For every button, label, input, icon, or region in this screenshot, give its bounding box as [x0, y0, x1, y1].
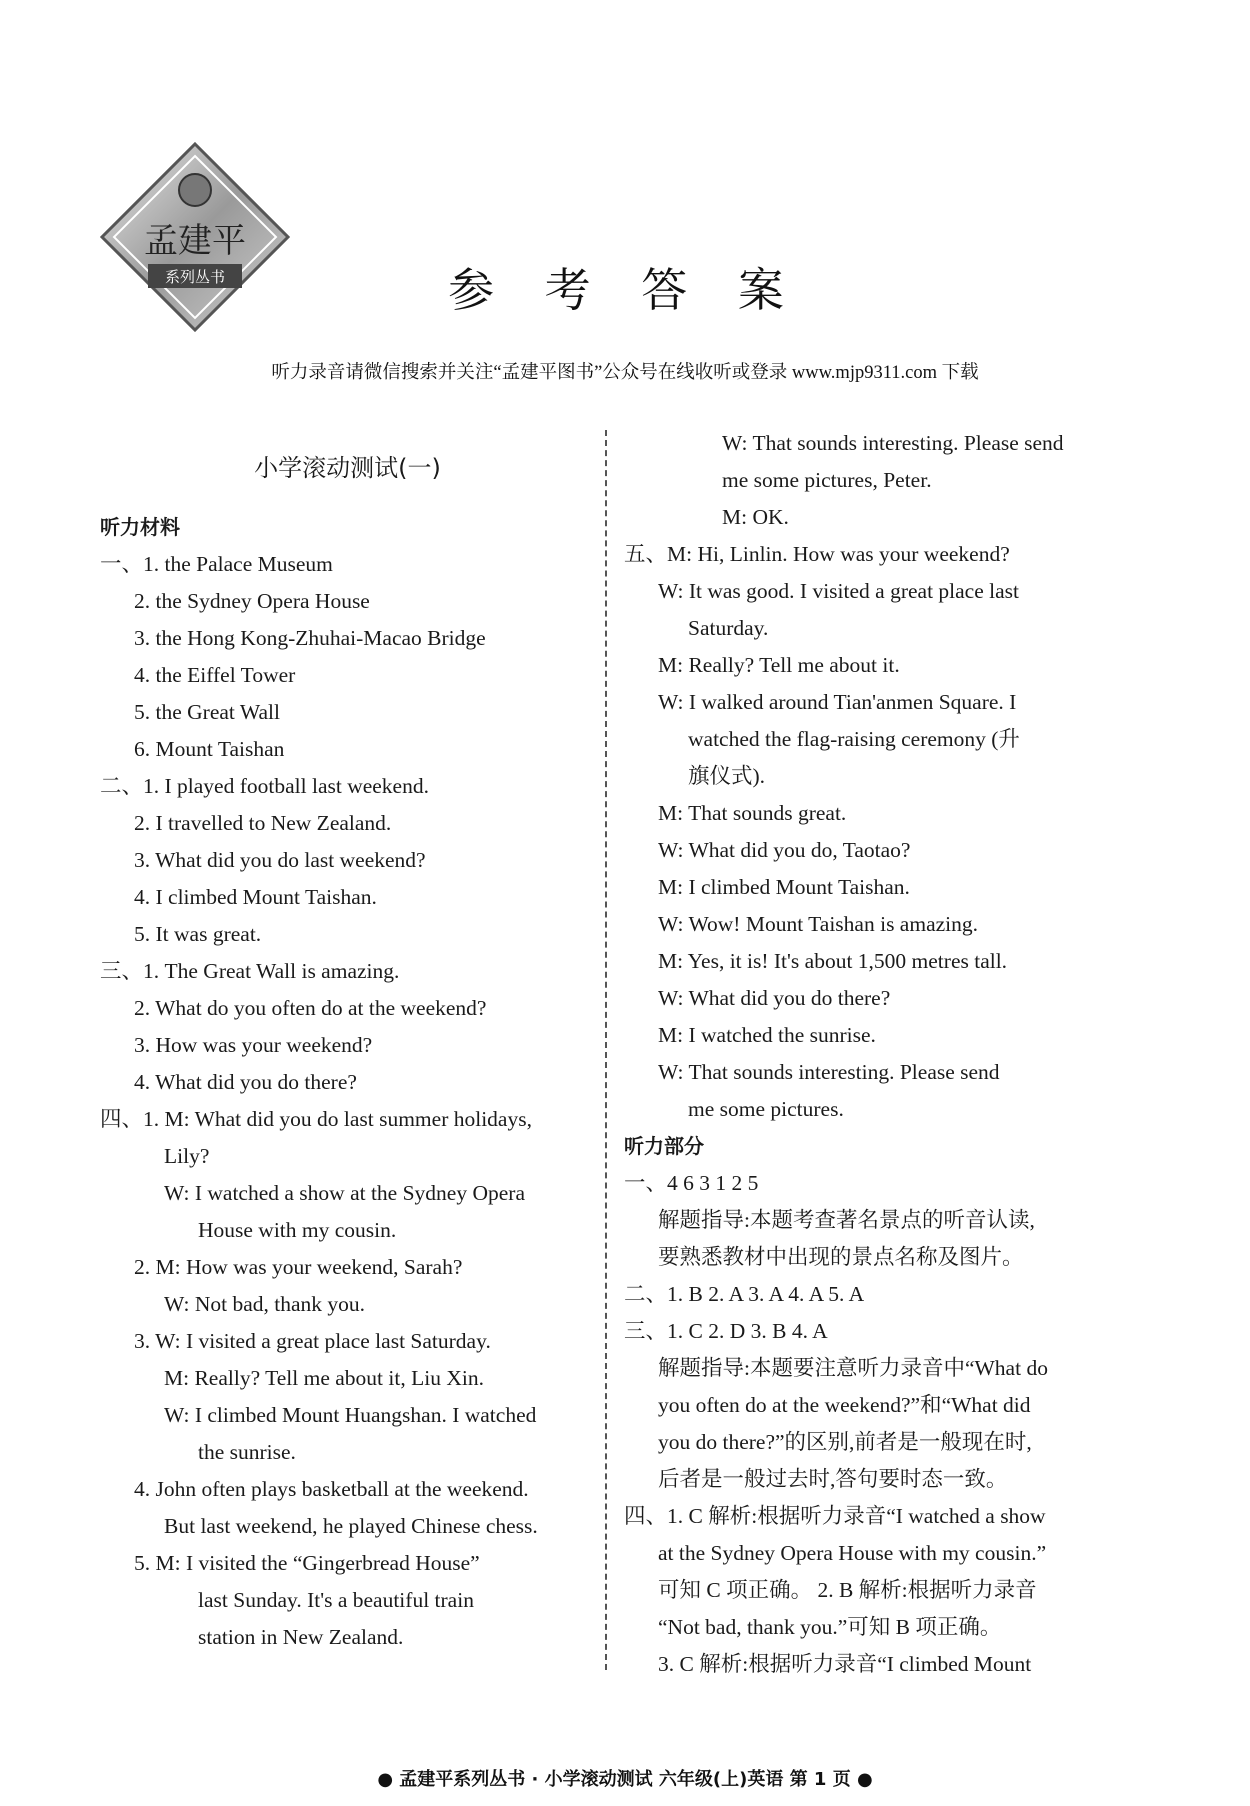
text-line: W: Not bad, thank you. [164, 1292, 366, 1316]
answer-lines [624, 1165, 1122, 1683]
text-line: 要熟悉教材中出现的景点名称及图片。 [658, 1245, 1024, 1269]
text-line: 旗仪式). [688, 764, 766, 788]
text-line: 2. the Sydney Opera House [134, 589, 370, 613]
section-title: 小学滚动测试(一) [254, 454, 441, 482]
text-line: W: I watched a show at the Sydney Opera [164, 1181, 525, 1205]
text-line: 三、1. The Great Wall is amazing. [100, 959, 400, 983]
text-line: W: It was good. I visited a great place last [658, 579, 1019, 603]
text-line: M: That sounds great. [658, 801, 847, 825]
text-line: M: Yes, it is! It's about 1,500 metres tall. [658, 949, 1008, 973]
text-line: you often do at the weekend?”和“What did [658, 1393, 1031, 1417]
text-line: W: Wow! Mount Taishan is amazing. [658, 912, 979, 936]
listening-answers-heading: 听力部分 [624, 1134, 704, 1158]
text-line: 4. the Eiffel Tower [134, 663, 296, 687]
text-line: “Not bad, thank you.”可知 B 项正确。 [658, 1615, 1002, 1639]
text-line: 一、1. the Palace Museum [100, 552, 333, 576]
logo-series: 系列丛书 [164, 268, 226, 286]
text-line: me some pictures, Peter. [722, 468, 932, 492]
text-line: 四、1. C 解析:根据听力录音“I watched a show [624, 1504, 1046, 1528]
text-line: 3. W: I visited a great place last Saturday. [134, 1329, 491, 1353]
text-line: 可知 C 项正确。 2. B 解析:根据听力录音 [658, 1578, 1037, 1602]
text-line: M: Really? Tell me about it. [658, 653, 900, 677]
right-column [624, 425, 1122, 1683]
text-line: 2. I travelled to New Zealand. [134, 811, 392, 835]
text-line: W: That sounds interesting. Please send [658, 1060, 1000, 1084]
text-line: 3. What did you do last weekend? [134, 848, 426, 872]
text-line: 4. What did you do there? [134, 1070, 357, 1094]
text-line: 3. How was your weekend? [134, 1033, 373, 1057]
page-title: 参 考 答 案 [448, 263, 802, 317]
text-line: watched the flag-raising ceremony (升 [688, 727, 1020, 751]
logo-name: 孟建平 [144, 221, 246, 261]
text-line: House with my cousin. [198, 1218, 397, 1242]
text-line: Lily? [164, 1144, 210, 1168]
text-line: M: I watched the sunrise. [658, 1023, 876, 1047]
text-line: 3. the Hong Kong-Zhuhai-Macao Bridge [134, 626, 486, 650]
text-line: 3. C 解析:根据听力录音“I climbed Mount [658, 1652, 1032, 1676]
text-line: 二、1. I played football last weekend. [100, 774, 429, 798]
text-line: 4. I climbed Mount Taishan. [134, 885, 377, 909]
dialogue-lines [624, 425, 1122, 1128]
text-line: you do there?”的区别,前者是一般现在时, [658, 1430, 1032, 1454]
text-line: 二、1. B 2. A 3. A 4. A 5. A [624, 1282, 865, 1306]
listening-material-lines [100, 546, 595, 1656]
text-line: W: That sounds interesting. Please send [722, 431, 1064, 455]
text-line: 三、1. C 2. D 3. B 4. A [624, 1319, 828, 1343]
page-footer: ● 孟建平系列丛书 · 小学滚动测试 六年级(上)英语 第 1 页 ● [377, 1769, 873, 1790]
text-line: 5. It was great. [134, 922, 262, 946]
text-line: 五、M: Hi, Linlin. How was your weekend? [624, 542, 1010, 566]
text-line: 2. What do you often do at the weekend? [134, 996, 487, 1020]
text-line: station in New Zealand. [198, 1625, 404, 1649]
text-line: W: I walked around Tian'anmen Square. I [658, 690, 1017, 714]
text-line: 2. M: How was your weekend, Sarah? [134, 1255, 463, 1279]
left-column [100, 440, 595, 1656]
text-line: W: I climbed Mount Huangshan. I watched [164, 1403, 537, 1427]
text-line: 5. the Great Wall [134, 700, 280, 724]
listening-material-heading: 听力材料 [100, 515, 180, 539]
text-line: me some pictures. [688, 1097, 844, 1121]
text-line: 解题指导:本题要注意听力录音中“What do [658, 1356, 1048, 1380]
text-line: the sunrise. [198, 1440, 296, 1464]
text-line: 5. M: I visited the “Gingerbread House” [134, 1551, 480, 1575]
download-notice: 听力录音请微信搜索并关注“孟建平图书”公众号在线收听或登录 www.mjp9311.com 下载 [271, 363, 979, 383]
text-line: at the Sydney Opera House with my cousin.” [658, 1541, 1047, 1565]
text-line: 6. Mount Taishan [134, 737, 285, 761]
text-line: 一、4 6 3 1 2 5 [624, 1171, 759, 1195]
text-line: W: What did you do, Taotao? [658, 838, 911, 862]
text-line: M: I climbed Mount Taishan. [658, 875, 910, 899]
text-line: W: What did you do there? [658, 986, 891, 1010]
text-line: last Sunday. It's a beautiful train [198, 1588, 474, 1612]
text-line: 四、1. M: What did you do last summer holidays, [100, 1107, 532, 1131]
text-line: 4. John often plays basketball at the weekend. [134, 1477, 529, 1501]
text-line: M: Really? Tell me about it, Liu Xin. [164, 1366, 484, 1390]
text-line: But last weekend, he played Chinese chess. [164, 1514, 538, 1538]
text-line: M: OK. [722, 505, 789, 529]
text-line: Saturday. [688, 616, 769, 640]
text-line: 解题指导:本题考查著名景点的听音认读, [658, 1208, 1035, 1232]
column-divider [605, 430, 607, 1670]
text-line: 后者是一般过去时,答句要时态一致。 [658, 1467, 1008, 1491]
